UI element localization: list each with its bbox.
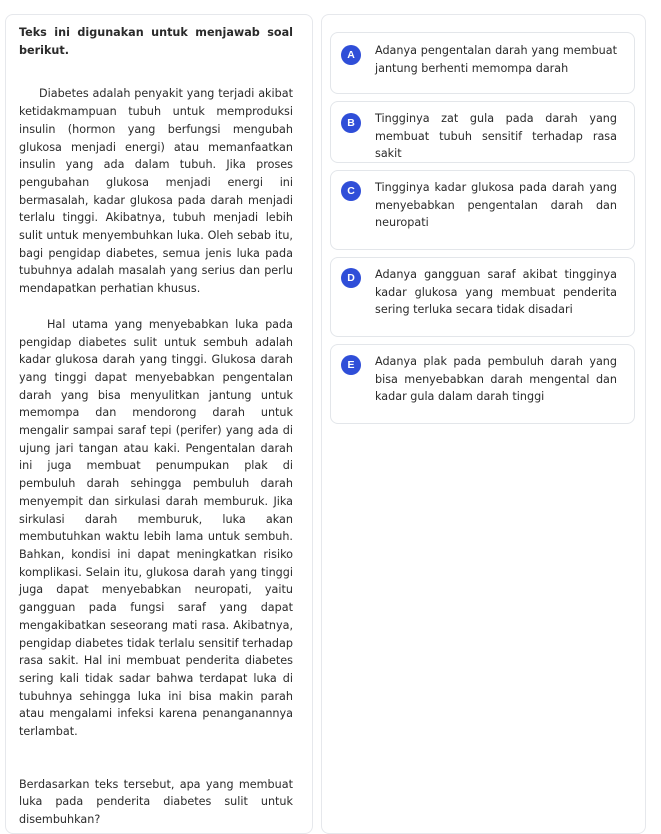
passage-text: [19, 24, 293, 829]
option-d[interactable]: [330, 257, 635, 337]
option-letter-badge: A: [341, 45, 361, 65]
passage-intro: Teks ini digunakan untuk menjawab soal berikut.: [19, 26, 293, 57]
option-text: Adanya plak pada pembuluh darah yang bisa menyebabkan darah mengental dan kadar gula dalam darah tinggi: [375, 355, 617, 404]
option-text: Tingginya kadar glukosa pada darah yang menyebabkan pengentalan darah dan neuropati: [375, 181, 617, 230]
question-text: Berdasarkan teks tersebut, apa yang membuat luka pada penderita diabetes sulit untuk disembuhkan?: [19, 777, 293, 827]
option-b[interactable]: [330, 101, 635, 163]
passage-paragraph-2: Hal utama yang menyebabkan luka pada pengidap diabetes sulit untuk sembuh adalah kadar glukosa darah yang tinggi. Glukosa darah yang tinggi dapat menyebabkan pengentalan darah yang bisa menyulitkan jantung untuk memompa dan mendorong darah untuk mengalir sampai saraf tepi (perifer) yang ada di ujung jari tangan atau kaki. Pengentalan darah ini juga membuat penumpukan plak di pembuluh darah sehingga pembuluh darah menyempit dan sirkulasi darah memburuk. Jika sirkulasi darah memburuk, luka akan membutuhkan waktu lebih lama untuk sembuh. Bahkan, kondisi ini dapat meningkatkan risiko komplikasi. Selain itu, glukosa darah yang tinggi juga dapat menyebabkan neuropati, yaitu gangguan pada fungsi saraf yang dapat mengakibatkan seseorang mati rasa. Akibatnya, pengidap diabetes tidak terlalu sensitif terhadap rasa sakit. Hal ini membuat penderita diabetes sering kali tidak sadar bahwa terdapat luka di tubuhnya sehingga luka ini bisa makin parah atau mengalami infeksi karena penanganannya terlambat.: [19, 317, 293, 739]
passage-paragraph-1: Diabetes adalah penyakit yang terjadi akibat ketidakmampuan tubuh untuk memproduksi insulin (hormon yang berfungsi mengubah glukosa menjadi energi) atau memanfaatkan insulin yang ada dalam tubuh. Jika proses pengubahan glukosa menjadi energi ini bermasalah, kadar glukosa pada darah menjadi terlalu tinggi. Akibatnya, tubuh menjadi lebih sulit untuk menyembuhkan luka. Oleh sebab itu, bagi pengidap diabetes, semua jenis luka pada tubuhnya adalah masalah yang serius dan perlu mendapatkan perhatian khusus.: [19, 87, 293, 296]
option-a[interactable]: [330, 32, 635, 94]
option-letter-badge: B: [341, 113, 361, 133]
option-text: Adanya gangguan saraf akibat tingginya kadar glukosa yang membuat penderita sering terluka secara tidak disadari: [375, 268, 617, 317]
option-e[interactable]: [330, 344, 635, 424]
option-c[interactable]: [330, 170, 635, 250]
option-letter-badge: E: [341, 355, 361, 375]
option-text: Tingginya zat gula pada darah yang membuat tubuh sensitif terhadap rasa sakit: [375, 112, 617, 161]
option-letter-badge: D: [341, 268, 361, 288]
option-text: Adanya pengentalan darah yang membuat jantung berhenti memompa darah: [375, 44, 617, 75]
option-letter-badge: C: [341, 181, 361, 201]
